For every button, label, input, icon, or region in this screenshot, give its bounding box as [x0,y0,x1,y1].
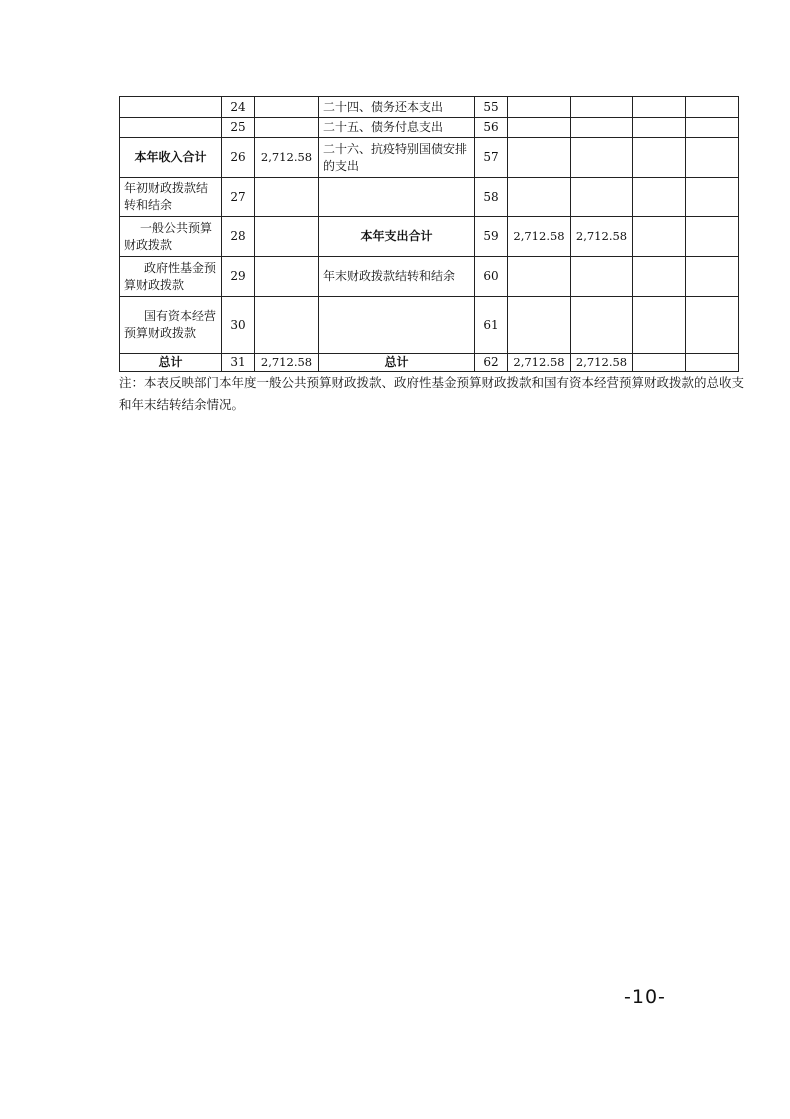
income-item: 一般公共预算财政拨款 [120,217,222,257]
expense-amount-2 [571,178,633,217]
income-line-no: 25 [222,118,255,138]
expense-amount-1 [508,138,571,178]
expense-amount-4 [686,354,739,372]
income-item: 国有资本经营预算财政拨款 [120,297,222,354]
page-number: -10- [624,986,666,1008]
expense-amount-3 [633,118,686,138]
expense-amount-2 [571,257,633,297]
expense-amount-1: 2,712.58 [508,217,571,257]
expense-amount-3 [633,97,686,118]
expense-amount-1 [508,118,571,138]
expense-amount-1 [508,257,571,297]
expense-amount-4 [686,138,739,178]
table-row [120,297,739,354]
income-line-no: 30 [222,297,255,354]
income-item: 本年收入合计 [120,138,222,178]
income-amount [255,257,319,297]
expense-amount-3 [633,217,686,257]
expense-item: 年末财政拨款结转和结余 [319,257,475,297]
expense-line-no: 57 [475,138,508,178]
income-amount [255,118,319,138]
income-amount [255,217,319,257]
table-row [120,178,739,217]
table-row [120,354,739,372]
expense-amount-4 [686,97,739,118]
income-line-no: 26 [222,138,255,178]
expense-amount-1 [508,97,571,118]
expense-line-no: 59 [475,217,508,257]
expense-amount-4 [686,178,739,217]
expense-item: 本年支出合计 [319,217,475,257]
expense-amount-4 [686,297,739,354]
table-note: 注：本表反映部门本年度一般公共预算财政拨款、政府性基金预算财政拨款和国有资本经营预算财政拨款的总收支和年末结转结余情况。 [119,375,745,412]
expense-amount-1 [508,297,571,354]
income-item: 总计 [120,354,222,372]
expense-amount-3 [633,178,686,217]
expense-line-no: 60 [475,257,508,297]
expense-amount-3 [633,138,686,178]
expense-amount-1 [508,178,571,217]
budget-table [119,96,739,372]
expense-line-no: 58 [475,178,508,217]
expense-amount-3 [633,257,686,297]
expense-line-no: 61 [475,297,508,354]
income-line-no: 29 [222,257,255,297]
expense-item [319,178,475,217]
expense-amount-2 [571,97,633,118]
income-line-no: 31 [222,354,255,372]
income-line-no: 27 [222,178,255,217]
expense-item: 总计 [319,354,475,372]
expense-item: 二十四、债务还本支出 [319,97,475,118]
expense-line-no: 56 [475,118,508,138]
income-item: 年初财政拨款结转和结余 [120,178,222,217]
expense-amount-3 [633,297,686,354]
income-amount [255,97,319,118]
table-row [120,97,739,118]
expense-item: 二十六、抗疫特别国债安排的支出 [319,138,475,178]
expense-amount-2: 2,712.58 [571,217,633,257]
expense-amount-2 [571,297,633,354]
expense-line-no: 62 [475,354,508,372]
income-amount: 2,712.58 [255,354,319,372]
expense-item [319,297,475,354]
table-row [120,217,739,257]
income-item: 政府性基金预算财政拨款 [120,257,222,297]
income-line-no: 28 [222,217,255,257]
income-amount: 2,712.58 [255,138,319,178]
expense-amount-2 [571,118,633,138]
table-row [120,118,739,138]
expense-amount-1: 2,712.58 [508,354,571,372]
income-amount [255,178,319,217]
expense-line-no: 55 [475,97,508,118]
income-item [120,118,222,138]
table-row [120,138,739,178]
expense-item: 二十五、债务付息支出 [319,118,475,138]
expense-amount-4 [686,118,739,138]
expense-amount-4 [686,257,739,297]
income-line-no: 24 [222,97,255,118]
expense-amount-3 [633,354,686,372]
income-item [120,97,222,118]
table-row [120,257,739,297]
income-amount [255,297,319,354]
expense-amount-2 [571,138,633,178]
expense-amount-2: 2,712.58 [571,354,633,372]
expense-amount-4 [686,217,739,257]
